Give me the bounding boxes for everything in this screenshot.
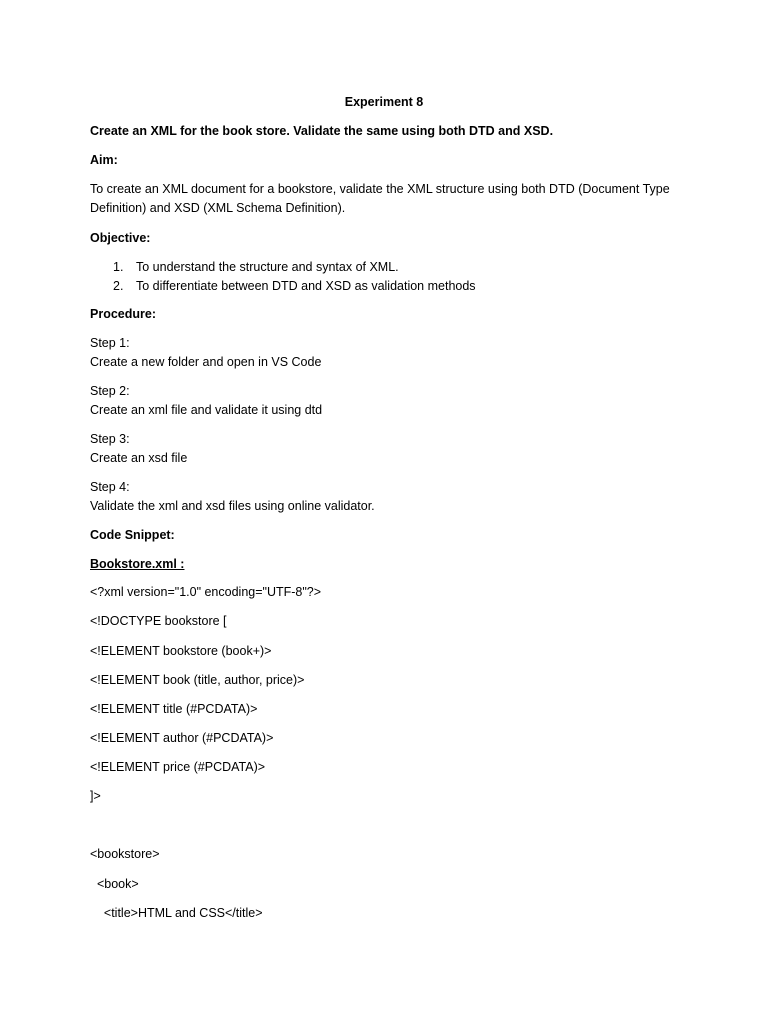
aim-heading: Aim: [90,153,118,167]
step-label: Step 3: [90,432,130,446]
file-name-heading: Bookstore.xml : [90,557,185,571]
code-line: <!DOCTYPE bookstore [ [90,614,227,628]
page-title: Experiment 8 [344,95,424,109]
code-line: <bookstore> [90,847,160,861]
code-line: <!ELEMENT title (#PCDATA)> [90,702,258,716]
aim-text-line-1: To create an XML document for a bookstore, validate the XML structure using both DTD (Document Type [90,182,670,196]
code-line: <?xml version="1.0" encoding="UTF-8"?> [90,585,322,599]
code-line: <!ELEMENT author (#PCDATA)> [90,731,274,745]
step-label: Step 4: [90,480,130,494]
code-line: ]> [90,789,101,803]
step-label: Step 2: [90,384,130,398]
step-text: Create a new folder and open in VS Code [90,355,322,369]
objective-number: 2. [113,279,124,293]
page-subtitle: Create an XML for the book store. Validate the same using both DTD and XSD. [90,124,554,138]
step-label: Step 1: [90,336,130,350]
step-text: Validate the xml and xsd files using online validator. [90,499,375,513]
objective-item: To differentiate between DTD and XSD as validation methods [136,279,476,293]
procedure-heading: Procedure: [90,307,156,321]
objective-heading: Objective: [90,231,151,245]
code-line: <!ELEMENT price (#PCDATA)> [90,760,266,774]
code-line: <book> [90,877,139,891]
code-snippet-heading: Code Snippet: [90,528,175,542]
objective-number: 1. [113,260,124,274]
code-line: <title>HTML and CSS</title> [90,906,263,920]
code-line: <!ELEMENT book (title, author, price)> [90,673,305,687]
step-text: Create an xml file and validate it using dtd [90,403,323,417]
aim-text-line-2: Definition) and XSD (XML Schema Definition). [90,201,346,215]
objective-item: To understand the structure and syntax of XML. [136,260,399,274]
code-line: <!ELEMENT bookstore (book+)> [90,644,272,658]
step-text: Create an xsd file [90,451,188,465]
